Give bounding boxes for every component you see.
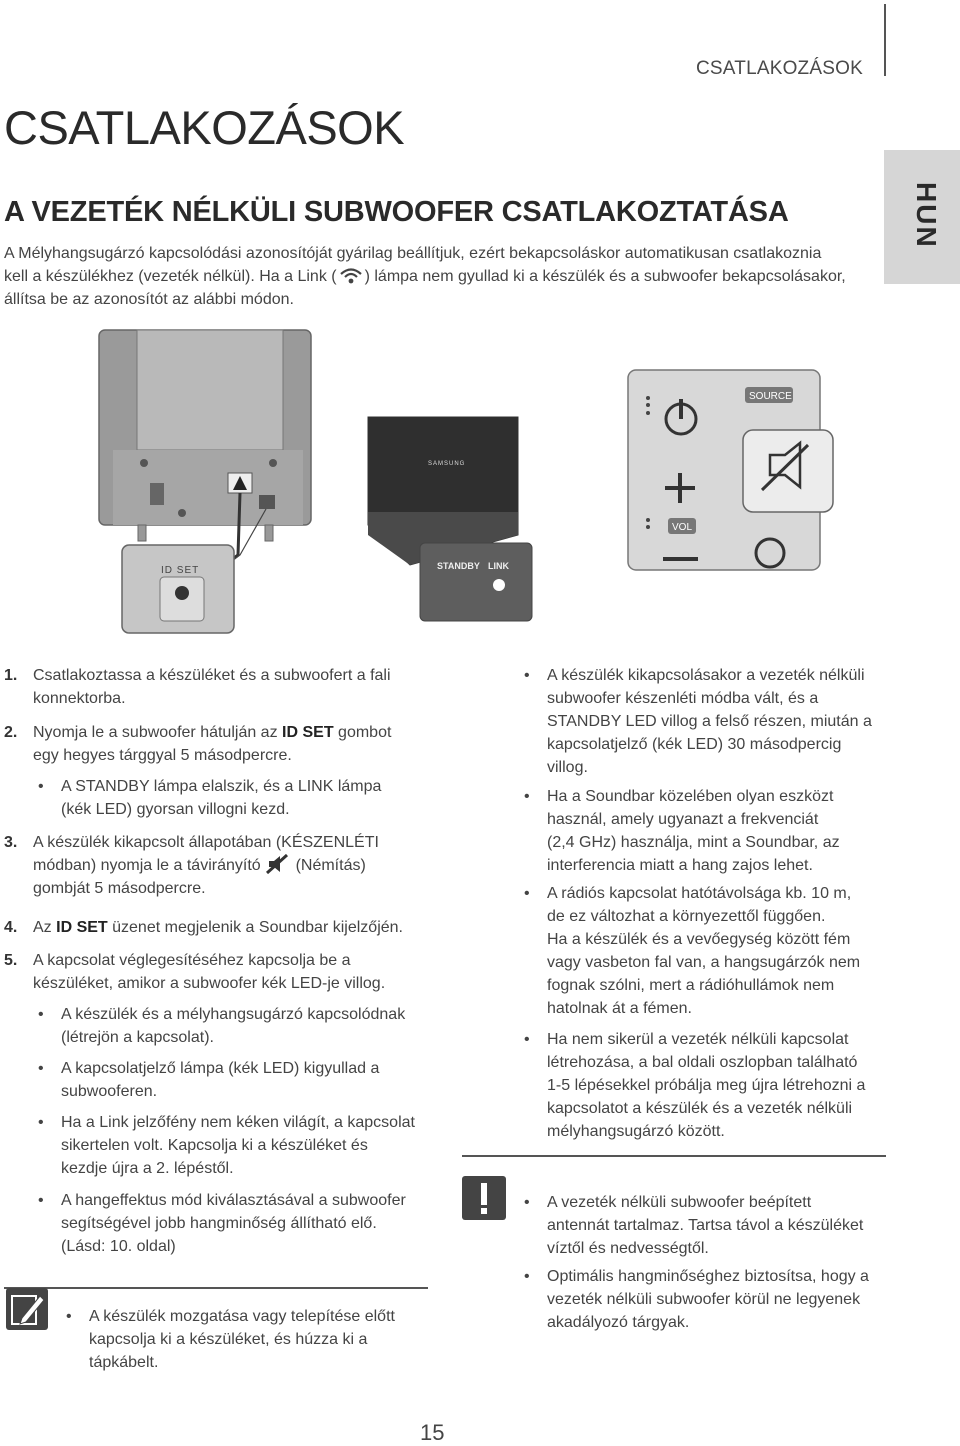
device-illustration xyxy=(0,325,960,645)
id-set-callout xyxy=(122,545,234,633)
bullet-dot: • xyxy=(66,1308,72,1325)
remote-panel xyxy=(628,370,833,570)
status-callout xyxy=(420,543,532,621)
bullet-text: Ha a Link jelzőfény nem kéken világít, a kapcsolat sikertelen volt. Kapcsolja ki a készüléket és kezdje újra a 2. lépéstől. xyxy=(61,1114,415,1177)
page-title: CSATLAKOZÁSOK xyxy=(4,101,405,154)
bullet-text: Optimális hangminőséghez biztosítsa, hogy a vezeték nélküli subwoofer körül ne legyenek akadályozó tárgyak. xyxy=(547,1268,869,1331)
step-number: 1. xyxy=(4,667,18,684)
step-number: 3. xyxy=(4,834,18,851)
bullet-text: A kapcsolatjelző lámpa (kék LED) kigyullad a subwooferen. xyxy=(61,1060,380,1100)
bullet-text: A rádiós kapcsolat hatótávolsága kb. 10 m, de ez változhat a környezettől függően. Ha a készülék és a vevőegység között fém vagy vasbeton fal van, a hangsugárzók nem fognak szólni, mert a rádióhullámok nem hatolnak át a fémen. xyxy=(547,885,861,1017)
bullet-dot: • xyxy=(524,667,530,684)
bullet-dot: • xyxy=(38,1006,44,1023)
language-tab xyxy=(884,150,960,284)
id-set-label: ID SET xyxy=(161,565,200,576)
intro-line: kell a készülékhez (vezeték nélkül). Ha a Link ( ) lámpa nem gyullad ki a készülék és a subwoofer bekapcsolásakor, xyxy=(4,268,846,285)
bullet-text: A készülék és a mélyhangsugárzó kapcsolódnak (létrejön a kapcsolat). xyxy=(61,1006,406,1046)
step-number: 2. xyxy=(4,724,18,741)
bullet-dot: • xyxy=(524,885,530,902)
step-text: Csatlakoztassa a készüléket és a subwoofert a fali konnektorba. xyxy=(33,667,391,707)
bullet-text: Ha nem sikerül a vezeték nélküli kapcsolat létrehozása, a bal oldali oszlopban található 1-5 lépésekkel próbálja meg újra létrehozni a kapcsolatot a készülék és a vezeték nélküli mélyhangsugárzó között. xyxy=(547,1031,866,1140)
section-title: A VEZETÉK NÉLKÜLI SUBWOOFER CSATLAKOZTATÁSA xyxy=(4,196,789,228)
caution-divider xyxy=(462,1155,886,1157)
link-label: LINK xyxy=(488,561,509,571)
bullet-text: A hangeffektus mód kiválasztásával a subwoofer segítségével jobb hangminőség állítható elő. (Lásd: 10. oldal) xyxy=(61,1192,406,1255)
intro-line: A Mélyhangsugárzó kapcsolódási azonosítóját gyárilag beállítjuk, ezért bekapcsoláskor automatikusan csatlakoznia xyxy=(4,245,822,262)
intro-paragraph xyxy=(4,242,880,311)
language-tab-label: HUN xyxy=(911,182,942,249)
step-text: Az ID SET üzenet megjelenik a Soundbar kijelzőjén. xyxy=(33,919,403,936)
standby-label: STANDBY xyxy=(437,561,480,571)
vol-label: VOL xyxy=(672,522,693,533)
caution-exclamation-icon xyxy=(462,1176,506,1220)
step-text: Nyomja le a subwoofer hátulján az ID SET gombot egy hegyes tárggyal 5 másodpercre. xyxy=(33,724,392,764)
bullet-text: A STANDBY lámpa elalszik, és a LINK lámpa (kék LED) gyorsan villogni kezd. xyxy=(61,778,382,818)
bullet-text: Ha a Soundbar közelében olyan eszközt használ, amely ugyanazt a frekvenciát (2,4 GHz) használja, mint a Soundbar, az interferencia miatt a hang zajos lehet. xyxy=(547,788,840,874)
note-pencil-icon xyxy=(6,1288,48,1330)
bullet-dot: • xyxy=(524,1194,530,1211)
running-header: CSATLAKOZÁSOK xyxy=(696,58,863,79)
bullet-dot: • xyxy=(524,1031,530,1048)
bullet-dot: • xyxy=(38,1114,44,1131)
note-text: A készülék mozgatása vagy telepítése előtt kapcsolja ki a készüléket, és húzza ki a tápkábelt. xyxy=(89,1308,395,1371)
subwoofer-back xyxy=(99,330,311,565)
bullet-dot: • xyxy=(524,1268,530,1285)
step-text: A kapcsolat véglegesítéséhez kapcsolja be a készüléket, amikor a subwoofer kék LED-je villog. xyxy=(33,952,386,992)
bullet-text: A vezeték nélküli subwoofer beépített antennát tartalmaz. Tartsa távol a készüléket víztől és nedvességtől. xyxy=(547,1194,864,1257)
page-number: 15 xyxy=(420,1420,445,1445)
bullet-dot: • xyxy=(38,778,44,795)
link-wifi-icon xyxy=(337,266,365,284)
bullet-dot: • xyxy=(38,1060,44,1077)
bullet-text: A készülék kikapcsolásakor a vezeték nélküli subwoofer készenléti módba vált, és a STANDBY LED villog a felső részen, miután a kapcsolatjelző (kék LED) 30 másodpercig villog. xyxy=(547,667,872,776)
note-divider xyxy=(4,1287,428,1289)
header-divider xyxy=(884,4,886,76)
bullet-dot: • xyxy=(38,1192,44,1209)
brand-logo: SAMSUNG xyxy=(428,461,466,467)
mute-icon xyxy=(265,854,291,874)
source-label: SOURCE xyxy=(749,391,792,402)
intro-line: állítsa be az azonosítót az alábbi módon. xyxy=(4,291,294,308)
step-number: 4. xyxy=(4,919,18,936)
bullet-dot: • xyxy=(524,788,530,805)
step-number: 5. xyxy=(4,952,18,969)
step-text: A készülék kikapcsolt állapotában (KÉSZENLÉTI módban) nyomja le a távirányító (Némítás) gombját 5 másodpercre. xyxy=(33,834,379,897)
